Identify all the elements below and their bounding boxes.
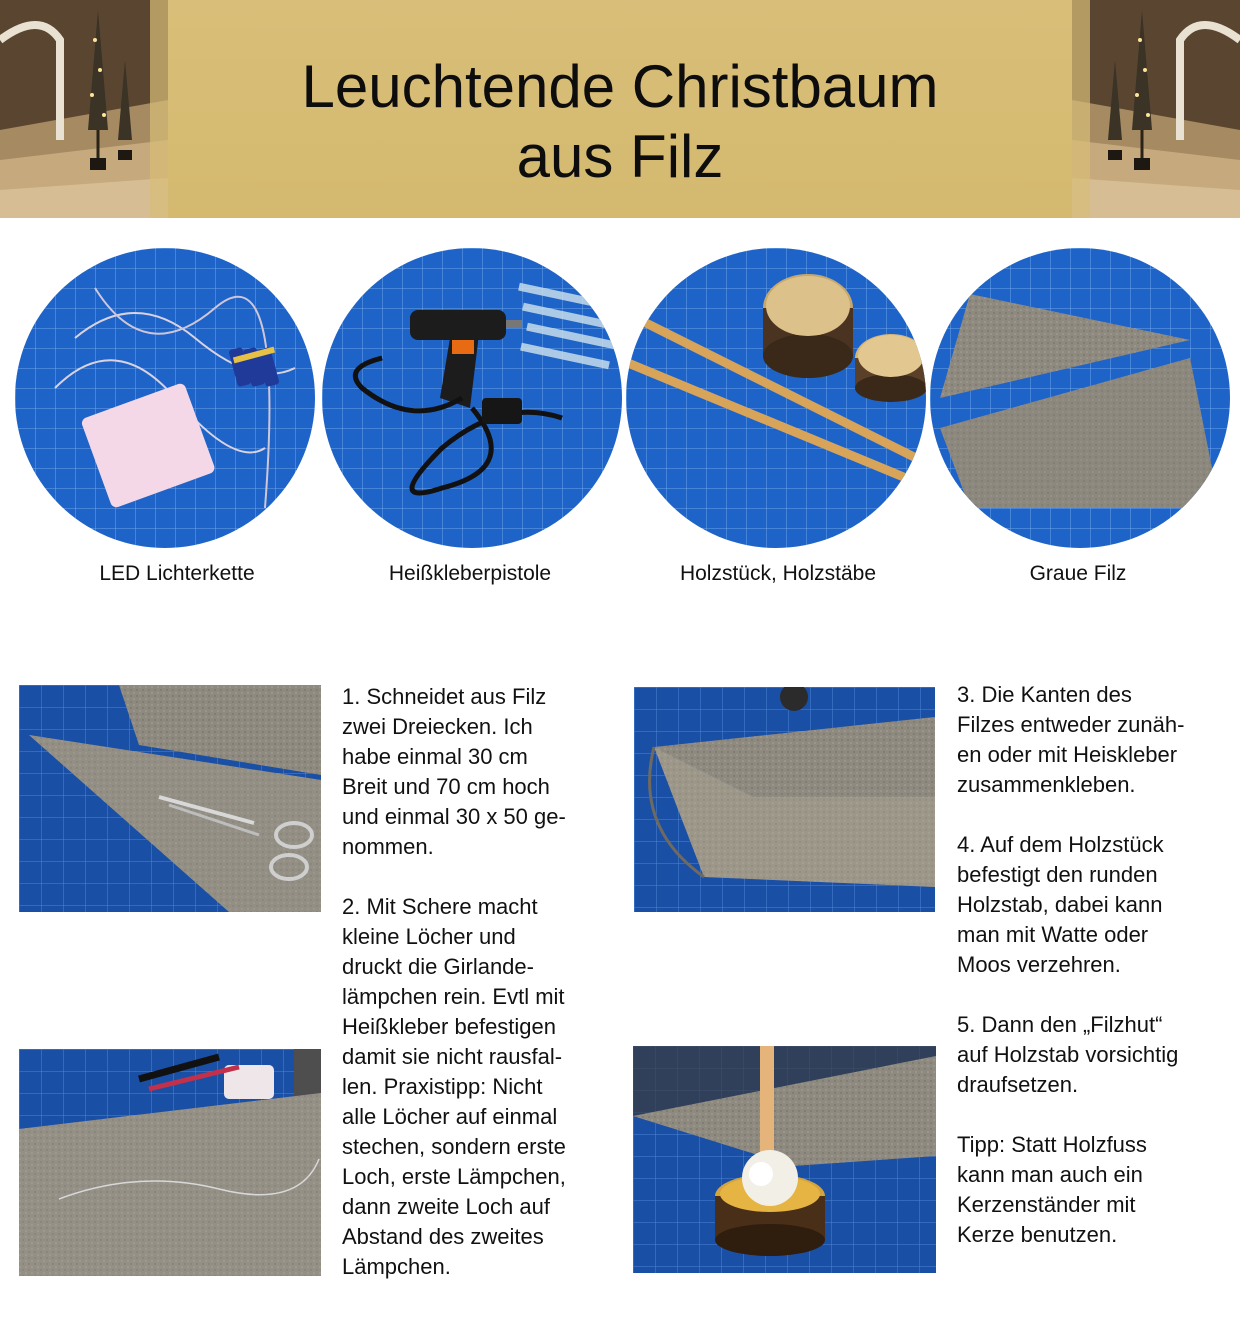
header-banner [0, 0, 1240, 218]
steps-text-right: 3. Die Kanten des Filzes entweder zunäh- en oder mit Heiskleber zusammenkleben. 4. Auf dem Holzstück befestigt den runden Holzstab, dabei kann man mit Watte oder Moos verzehren. 5. Dann den „Filzhut“ auf Holzstab vorsichtig draufsetzen. Tipp: Statt Holzfuss kann man auch ein Kerzenständer mit Kerze benutzen. [957, 682, 1185, 1247]
felt-with-lights-photo [19, 1049, 321, 1276]
cutting-felt-photo [19, 685, 321, 912]
gray-felt-photo [930, 248, 1230, 548]
stairs-tree-photo-left [0, 0, 168, 218]
led-string-lights-photo [15, 248, 315, 548]
caption-wood: Holzstück, Holzstäbe [679, 562, 877, 585]
stairs-tree-photo-right [1072, 0, 1240, 218]
steps-text-left: 1. Schneidet aus Filz zwei Dreiecken. Ich habe einmal 30 cm Breit und 70 cm hoch und einmal 30 x 50 ge- nommen. 2. Mit Schere macht kleine Löcher und druckt die Girlande- lämpchen rein. Evtl mit Heißkleber befestigen damit sie nicht rausfal- len. Praxistipp: Nicht alle Löcher auf einmal stechen, sondern erste Loch, erste Lämpchen, dann zweite Loch auf Abstand des zweites Lämpchen. [342, 684, 566, 1279]
wood-pieces-photo [626, 248, 926, 548]
title-line-1: Leuchtende Christbaum [301, 53, 939, 120]
caption-led-lights: LED Lichterkette [99, 562, 255, 585]
caption-glue-gun: Heißkleberpistole [388, 562, 552, 585]
felt-cone-photo [634, 687, 935, 912]
title-line-2: aus Filz [516, 123, 724, 190]
page-title [200, 52, 1040, 192]
tree-assembly-photo [633, 1046, 936, 1273]
hot-glue-gun-photo [322, 248, 622, 548]
caption-felt: Graue Filz [1029, 562, 1127, 585]
